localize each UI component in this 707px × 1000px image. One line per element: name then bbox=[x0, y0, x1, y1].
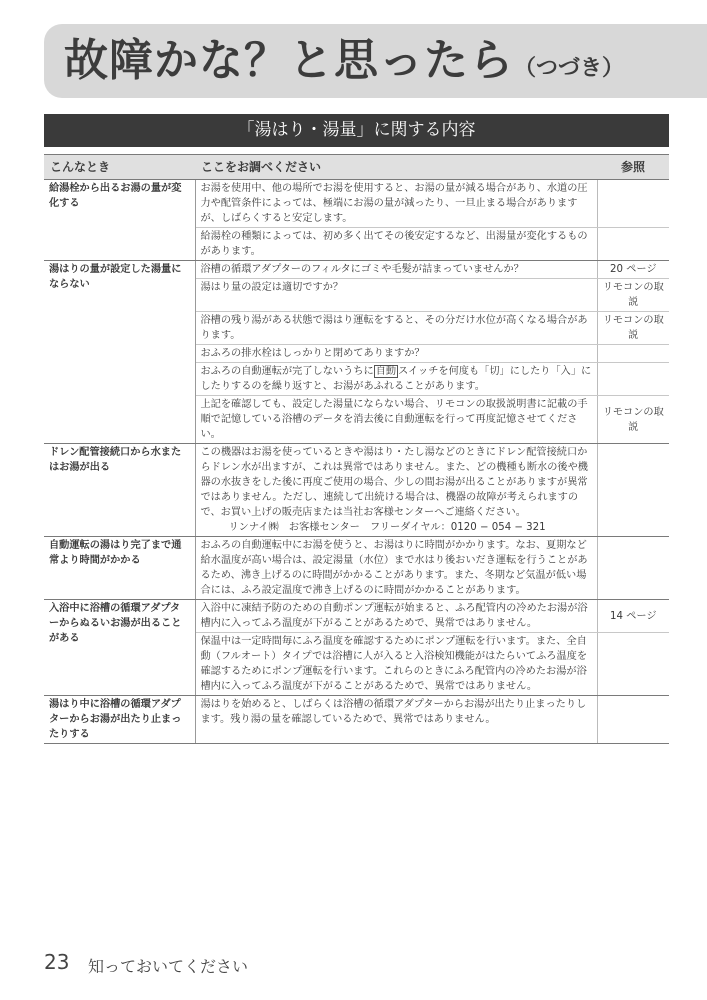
check-cell: 保温中は一定時間毎にふろ温度を確認するためにポンプ運転を行います。また、全自動（フルオート）タイプでは浴槽に人が入ると入浴検知機能がはたらいてふろ温度を確認するためにポンプ運転を行います。これらのときにふろ配管内の冷めたお湯が浴槽内に入ってふろ温度が下がることがあるためで、異常ではありません。 bbox=[195, 633, 597, 696]
symptom-cell: 入浴中に浴槽の循環アダプターからぬるいお湯が出ることがある bbox=[44, 600, 195, 696]
table-row bbox=[44, 180, 669, 228]
symptom-cell: 湯はりの量が設定した湯量にならない bbox=[44, 261, 195, 444]
check-cell bbox=[195, 444, 597, 537]
table-row bbox=[44, 444, 669, 537]
check-cell: 上記を確認しても、設定した湯量にならない場合、リモコンの取扱説明書に記載の手順で記憶している浴槽のデータを消去後に自動運転を行って再度記憶させてください。 bbox=[195, 396, 597, 444]
check-cell bbox=[195, 363, 597, 396]
reference-cell bbox=[597, 444, 669, 537]
reference-cell: リモコンの取説 bbox=[597, 396, 669, 444]
symptom-cell: 自動運転の湯はり完了まで通常より時間がかかる bbox=[44, 537, 195, 600]
page-number: 23 bbox=[44, 950, 70, 974]
reference-cell bbox=[597, 363, 669, 396]
reference-cell bbox=[597, 180, 669, 228]
symptom-cell: 給湯栓から出るお湯の量が変化する bbox=[44, 180, 195, 261]
reference-cell bbox=[597, 228, 669, 261]
column-header-check: ここをお調べください bbox=[195, 155, 597, 180]
symptom-cell: 湯はり中に浴槽の循環アダプターからお湯が出たり止まったりする bbox=[44, 696, 195, 744]
check-text-after: スイッチを何度も「切」にしたり「入」にしたりするのを繰り返すと、お湯があふれることがあります。 bbox=[200, 366, 592, 392]
check-cell: 湯はり量の設定は適切ですか？ bbox=[195, 279, 597, 312]
section-heading: 「湯はり・湯量」に関する内容 bbox=[44, 114, 669, 147]
table-row bbox=[44, 696, 669, 744]
reference-cell: 20 ページ bbox=[597, 261, 669, 279]
footer-section-label: 知っておいてください bbox=[88, 957, 249, 976]
reference-cell: 14 ページ bbox=[597, 600, 669, 633]
reference-cell: リモコンの取説 bbox=[597, 312, 669, 345]
check-cell: 給湯栓の種類によっては、初め多く出てその後安定するなど、出湯量が変化するものがあります。 bbox=[195, 228, 597, 261]
check-cell: 浴槽の循環アダプターのフィルタにゴミや毛髪が詰まっていませんか？ bbox=[195, 261, 597, 279]
page-title-main: 故障かな？と思ったら bbox=[64, 35, 514, 86]
check-text-before: おふろの自動運転が完了しないうちに bbox=[200, 366, 374, 377]
reference-cell bbox=[597, 696, 669, 744]
page-title-suffix: （つづき） bbox=[514, 56, 625, 81]
check-cell: おふろの排水栓はしっかりと閉めてありますか？ bbox=[195, 345, 597, 363]
check-cell: おふろの自動運転中にお湯を使うと、お湯はりに時間がかかります。なお、夏期など給水温度が高い場合は、設定湯量（水位）まで水はり後おいだき運転を行うことがあるため、沸き上げるのに時間がかかることがあります。また、冬期など気温が低い場合には、ふろ設定温度で沸き上げるのに時間がかかることがあります。 bbox=[195, 537, 597, 600]
reference-cell bbox=[597, 633, 669, 696]
customer-center-contact: リンナイ㈱ お客様センター フリーダイヤル：0120 − 054 − 321 bbox=[228, 522, 546, 533]
table-header-row bbox=[44, 155, 669, 180]
table-row bbox=[44, 600, 669, 633]
reference-cell bbox=[597, 537, 669, 600]
check-cell: 湯はりを始めると、しばらくは浴槽の循環アダプターからお湯が出たり止まったりします。残り湯の量を確認しているためで、異常ではありません。 bbox=[195, 696, 597, 744]
check-cell: 浴槽の残り湯がある状態で湯はり運転をすると、その分だけ水位が高くなる場合があります。 bbox=[195, 312, 597, 345]
check-text: この機器はお湯を使っているときや湯はり・たし湯などのときにドレン配管接続口からドレン水が出ますが、これは異常ではありません。また、どの機種も断水の後や機器の水抜きをした後に再度ご使用の場合、少しの間お湯が出ることがありますが異常ではありません。ただし、連続して出続ける場合は、機器の故障が考えられますので、お買い上げの販売店または当社お客様センターへご連絡ください。 bbox=[200, 447, 588, 518]
page-title bbox=[64, 36, 624, 94]
check-cell: お湯を使用中、他の場所でお湯を使用すると、お湯の量が減る場合があり、水道の圧力や配管条件によっては、極端にお湯の量が減ったり、一旦止まる場合がありますが、しばらくすると安定します。 bbox=[195, 180, 597, 228]
symptom-cell: ドレン配管接続口から水またはお湯が出る bbox=[44, 444, 195, 537]
table-row bbox=[44, 537, 669, 600]
auto-switch-label: 自動 bbox=[375, 366, 397, 377]
troubleshooting-table bbox=[44, 154, 669, 744]
reference-cell: リモコンの取説 bbox=[597, 279, 669, 312]
check-cell: 入浴中に凍結予防のための自動ポンプ運転が始まると、ふろ配管内の冷めたお湯が浴槽内に入ってふろ温度が下がることがあるためで、異常ではありません。 bbox=[195, 600, 597, 633]
column-header-reference: 参照 bbox=[597, 155, 669, 180]
table-row bbox=[44, 261, 669, 279]
column-header-symptom: こんなとき bbox=[44, 155, 195, 180]
reference-cell bbox=[597, 345, 669, 363]
